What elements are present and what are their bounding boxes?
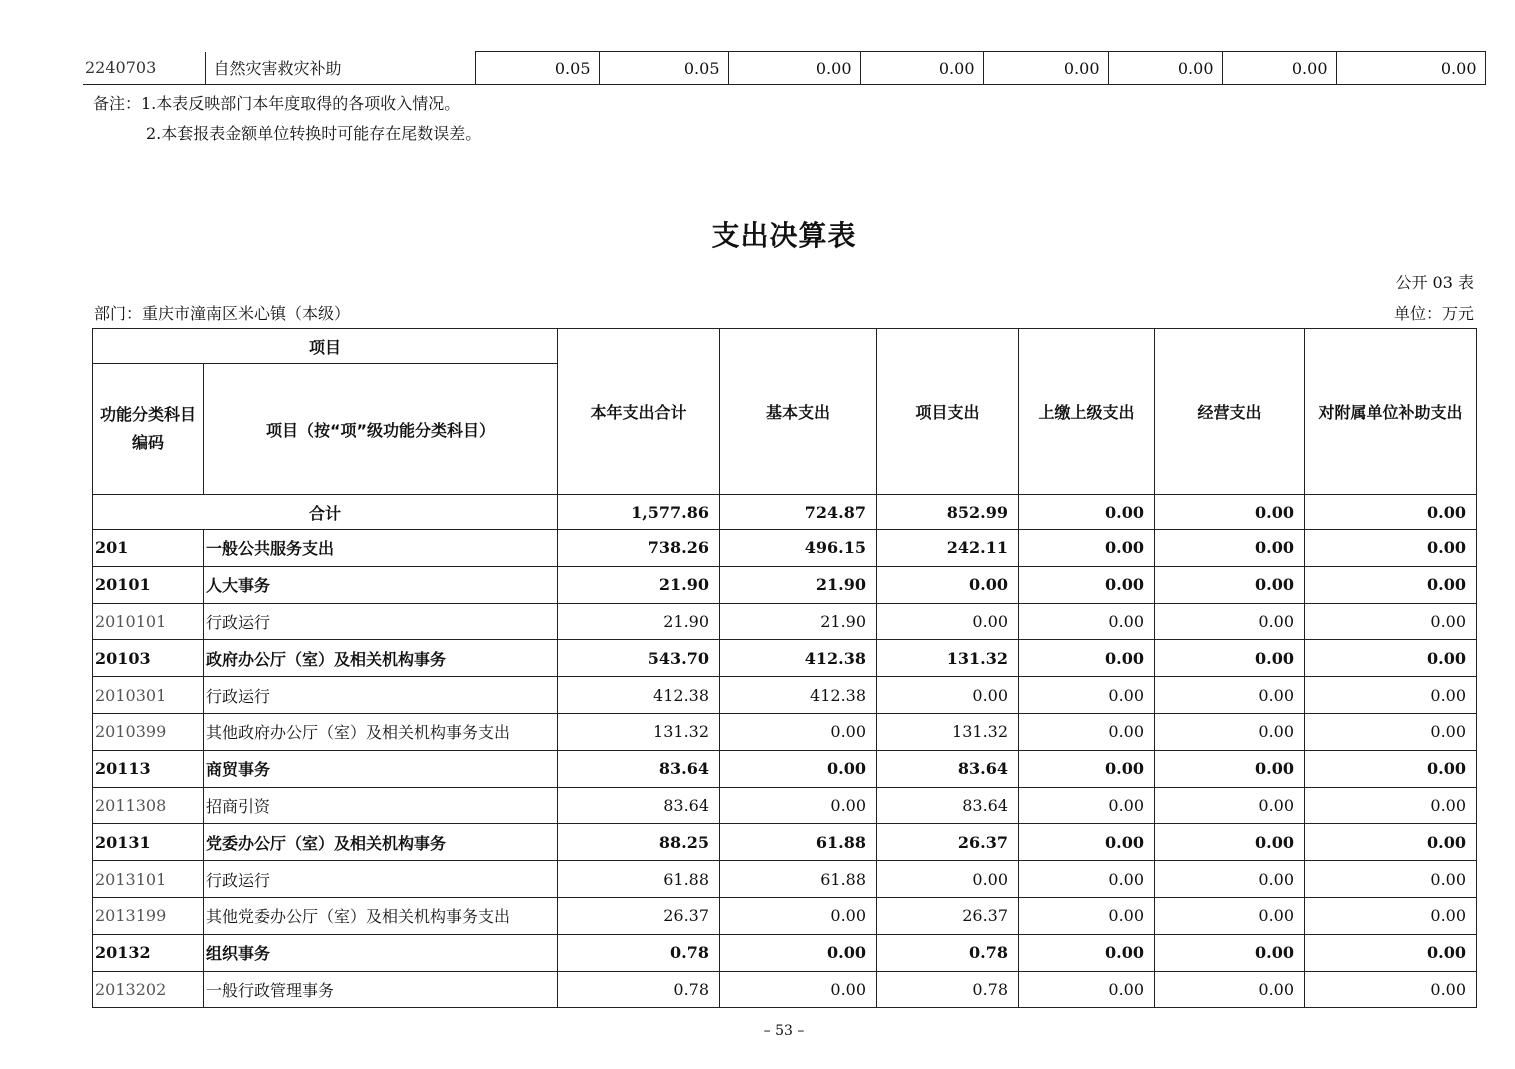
value-cell: 738.26 [558,530,720,567]
row-code: 2013101 [93,861,204,898]
value-cell: 0.00 [1155,677,1305,714]
value-cell: 0.00 [1019,530,1155,567]
header-item-group: 项目 [93,329,558,364]
value-cell: 0.00 [1305,861,1477,898]
row-code: 201 [93,530,204,567]
value-cell: 0.00 [1019,750,1155,787]
row-code: 20131 [93,824,204,861]
header-project-expenditure: 项目支出 [877,329,1019,495]
value-cell: 0.00 [983,52,1108,85]
value-cell: 0.00 [877,603,1019,640]
value-cell: 0.00 [1155,861,1305,898]
value-cell: 0.00 [1222,52,1336,85]
row-code: 2010101 [93,603,204,640]
value-cell: 412.38 [720,677,877,714]
table-row [93,713,1477,750]
value-cell: 0.00 [1155,640,1305,677]
value-cell: 0.00 [877,566,1019,603]
value-cell: 0.00 [1019,861,1155,898]
total-value: 0.00 [1019,495,1155,530]
value-cell: 0.00 [1155,897,1305,934]
value-cell: 61.88 [720,861,877,898]
row-name: 一般行政管理事务 [204,971,558,1008]
value-cell: 0.00 [1019,897,1155,934]
table-row [93,640,1477,677]
value-cell: 0.00 [1305,787,1477,824]
row-name: 招商引资 [204,787,558,824]
header-remit-superior: 上缴上级支出 [1019,329,1155,495]
value-cell: 83.64 [877,750,1019,787]
table-row [93,897,1477,934]
row-code: 2010399 [93,713,204,750]
total-value: 0.00 [1155,495,1305,530]
row-code: 20113 [93,750,204,787]
header-name: 项目（按“项”级功能分类科目） [204,364,558,495]
row-code: 20103 [93,640,204,677]
value-cell: 0.78 [558,934,720,971]
page-number: – 53 – [763,1023,805,1039]
value-cell: 0.00 [720,971,877,1008]
value-cell: 61.88 [720,824,877,861]
value-cell: 0.00 [1305,566,1477,603]
value-cell: 0.00 [1019,677,1155,714]
table-row [93,787,1477,824]
value-cell: 0.00 [1155,971,1305,1008]
row-name: 政府办公厅（室）及相关机构事务 [204,640,558,677]
table-row [93,566,1477,603]
header-subsidiary-subsidy: 对附属单位补助支出 [1305,329,1477,495]
value-cell: 0.00 [1305,934,1477,971]
value-cell: 0.00 [1019,787,1155,824]
total-value: 724.87 [720,495,877,530]
value-cell: 0.00 [1155,603,1305,640]
value-cell: 0.00 [1155,787,1305,824]
row-name: 其他党委办公厅（室）及相关机构事务支出 [204,897,558,934]
row-code: 2011308 [93,787,204,824]
table-row [93,530,1477,567]
row-name: 自然灾害救灾补助 [205,52,475,85]
value-cell: 0.00 [1019,713,1155,750]
department-label: 部门：重庆市潼南区米心镇（本级） [94,304,351,323]
previous-table-row [83,52,1485,85]
notes [93,89,481,149]
total-value: 0.00 [1305,495,1477,530]
value-cell: 0.00 [1305,713,1477,750]
value-cell: 0.00 [1305,603,1477,640]
previous-table [83,51,1486,85]
value-cell: 496.15 [720,530,877,567]
table-row [93,677,1477,714]
note-line-1: 备注：1.本表反映部门本年度取得的各项收入情况。 [93,94,461,113]
value-cell: 0.00 [1155,750,1305,787]
table-row [93,861,1477,898]
value-cell: 0.00 [720,713,877,750]
row-name: 党委办公厅（室）及相关机构事务 [204,824,558,861]
value-cell: 0.00 [1305,640,1477,677]
value-cell: 0.00 [720,934,877,971]
value-cell: 61.88 [558,861,720,898]
value-cell: 0.00 [720,897,877,934]
row-code: 2013202 [93,971,204,1008]
value-cell: 83.64 [877,787,1019,824]
header-basic-expenditure: 基本支出 [720,329,877,495]
row-code: 2010301 [93,677,204,714]
value-cell: 0.00 [877,861,1019,898]
row-name: 一般公共服务支出 [204,530,558,567]
row-name: 商贸事务 [204,750,558,787]
table-row [93,750,1477,787]
value-cell: 0.00 [877,677,1019,714]
header-row [93,329,1477,364]
value-cell: 543.70 [558,640,720,677]
total-label: 合计 [93,495,558,530]
row-name: 行政运行 [204,677,558,714]
value-cell: 0.00 [1305,530,1477,567]
value-cell: 26.37 [558,897,720,934]
value-cell: 0.78 [877,971,1019,1008]
value-cell: 131.32 [877,640,1019,677]
row-code: 20101 [93,566,204,603]
value-cell: 21.90 [558,566,720,603]
value-cell: 21.90 [558,603,720,640]
value-cell: 0.00 [1305,897,1477,934]
value-cell: 0.00 [860,52,983,85]
value-cell: 0.00 [1019,824,1155,861]
value-cell: 0.00 [1155,566,1305,603]
row-name: 组织事务 [204,934,558,971]
value-cell: 0.00 [1305,971,1477,1008]
row-code: 2240703 [83,52,205,85]
value-cell: 26.37 [877,897,1019,934]
total-value: 852.99 [877,495,1019,530]
value-cell: 0.00 [1155,824,1305,861]
value-cell: 83.64 [558,750,720,787]
row-name: 行政运行 [204,861,558,898]
row-name: 其他政府办公厅（室）及相关机构事务支出 [204,713,558,750]
value-cell: 0.05 [599,52,728,85]
value-cell: 131.32 [877,713,1019,750]
value-cell: 0.00 [1108,52,1222,85]
value-cell: 0.05 [475,52,599,85]
value-cell: 0.00 [1305,750,1477,787]
value-cell: 0.00 [1155,934,1305,971]
value-cell: 0.00 [720,750,877,787]
expenditure-table [92,328,1477,1008]
value-cell: 21.90 [720,603,877,640]
value-cell: 0.00 [1305,824,1477,861]
value-cell: 0.00 [1019,603,1155,640]
value-cell: 0.00 [1019,640,1155,677]
note-line-2: 2.本套报表金额单位转换时可能存在尾数误差。 [146,124,482,143]
value-cell: 83.64 [558,787,720,824]
header-total-expenditure: 本年支出合计 [558,329,720,495]
value-cell: 21.90 [720,566,877,603]
value-cell: 412.38 [720,640,877,677]
header-code: 功能分类科目编码 [93,364,204,495]
value-cell: 0.00 [1019,934,1155,971]
page-title: 支出决算表 [711,219,857,252]
row-code: 20132 [93,934,204,971]
value-cell: 0.00 [728,52,860,85]
unit-label: 单位：万元 [1393,304,1474,323]
value-cell: 88.25 [558,824,720,861]
value-cell: 0.00 [1155,713,1305,750]
row-code: 2013199 [93,897,204,934]
table-row [93,603,1477,640]
row-name: 行政运行 [204,603,558,640]
table-number: 公开 03 表 [1395,273,1474,292]
row-name: 人大事务 [204,566,558,603]
value-cell: 0.00 [1019,566,1155,603]
value-cell: 0.78 [877,934,1019,971]
value-cell: 131.32 [558,713,720,750]
total-value: 1,577.86 [558,495,720,530]
value-cell: 242.11 [877,530,1019,567]
value-cell: 0.00 [1336,52,1485,85]
table-row [93,934,1477,971]
value-cell: 0.78 [558,971,720,1008]
value-cell: 0.00 [1155,530,1305,567]
value-cell: 26.37 [877,824,1019,861]
value-cell: 412.38 [558,677,720,714]
table-row [93,971,1477,1008]
total-row [93,495,1477,530]
value-cell: 0.00 [720,787,877,824]
value-cell: 0.00 [1019,971,1155,1008]
value-cell: 0.00 [1305,677,1477,714]
table-row [93,824,1477,861]
header-operating-expenditure: 经营支出 [1155,329,1305,495]
